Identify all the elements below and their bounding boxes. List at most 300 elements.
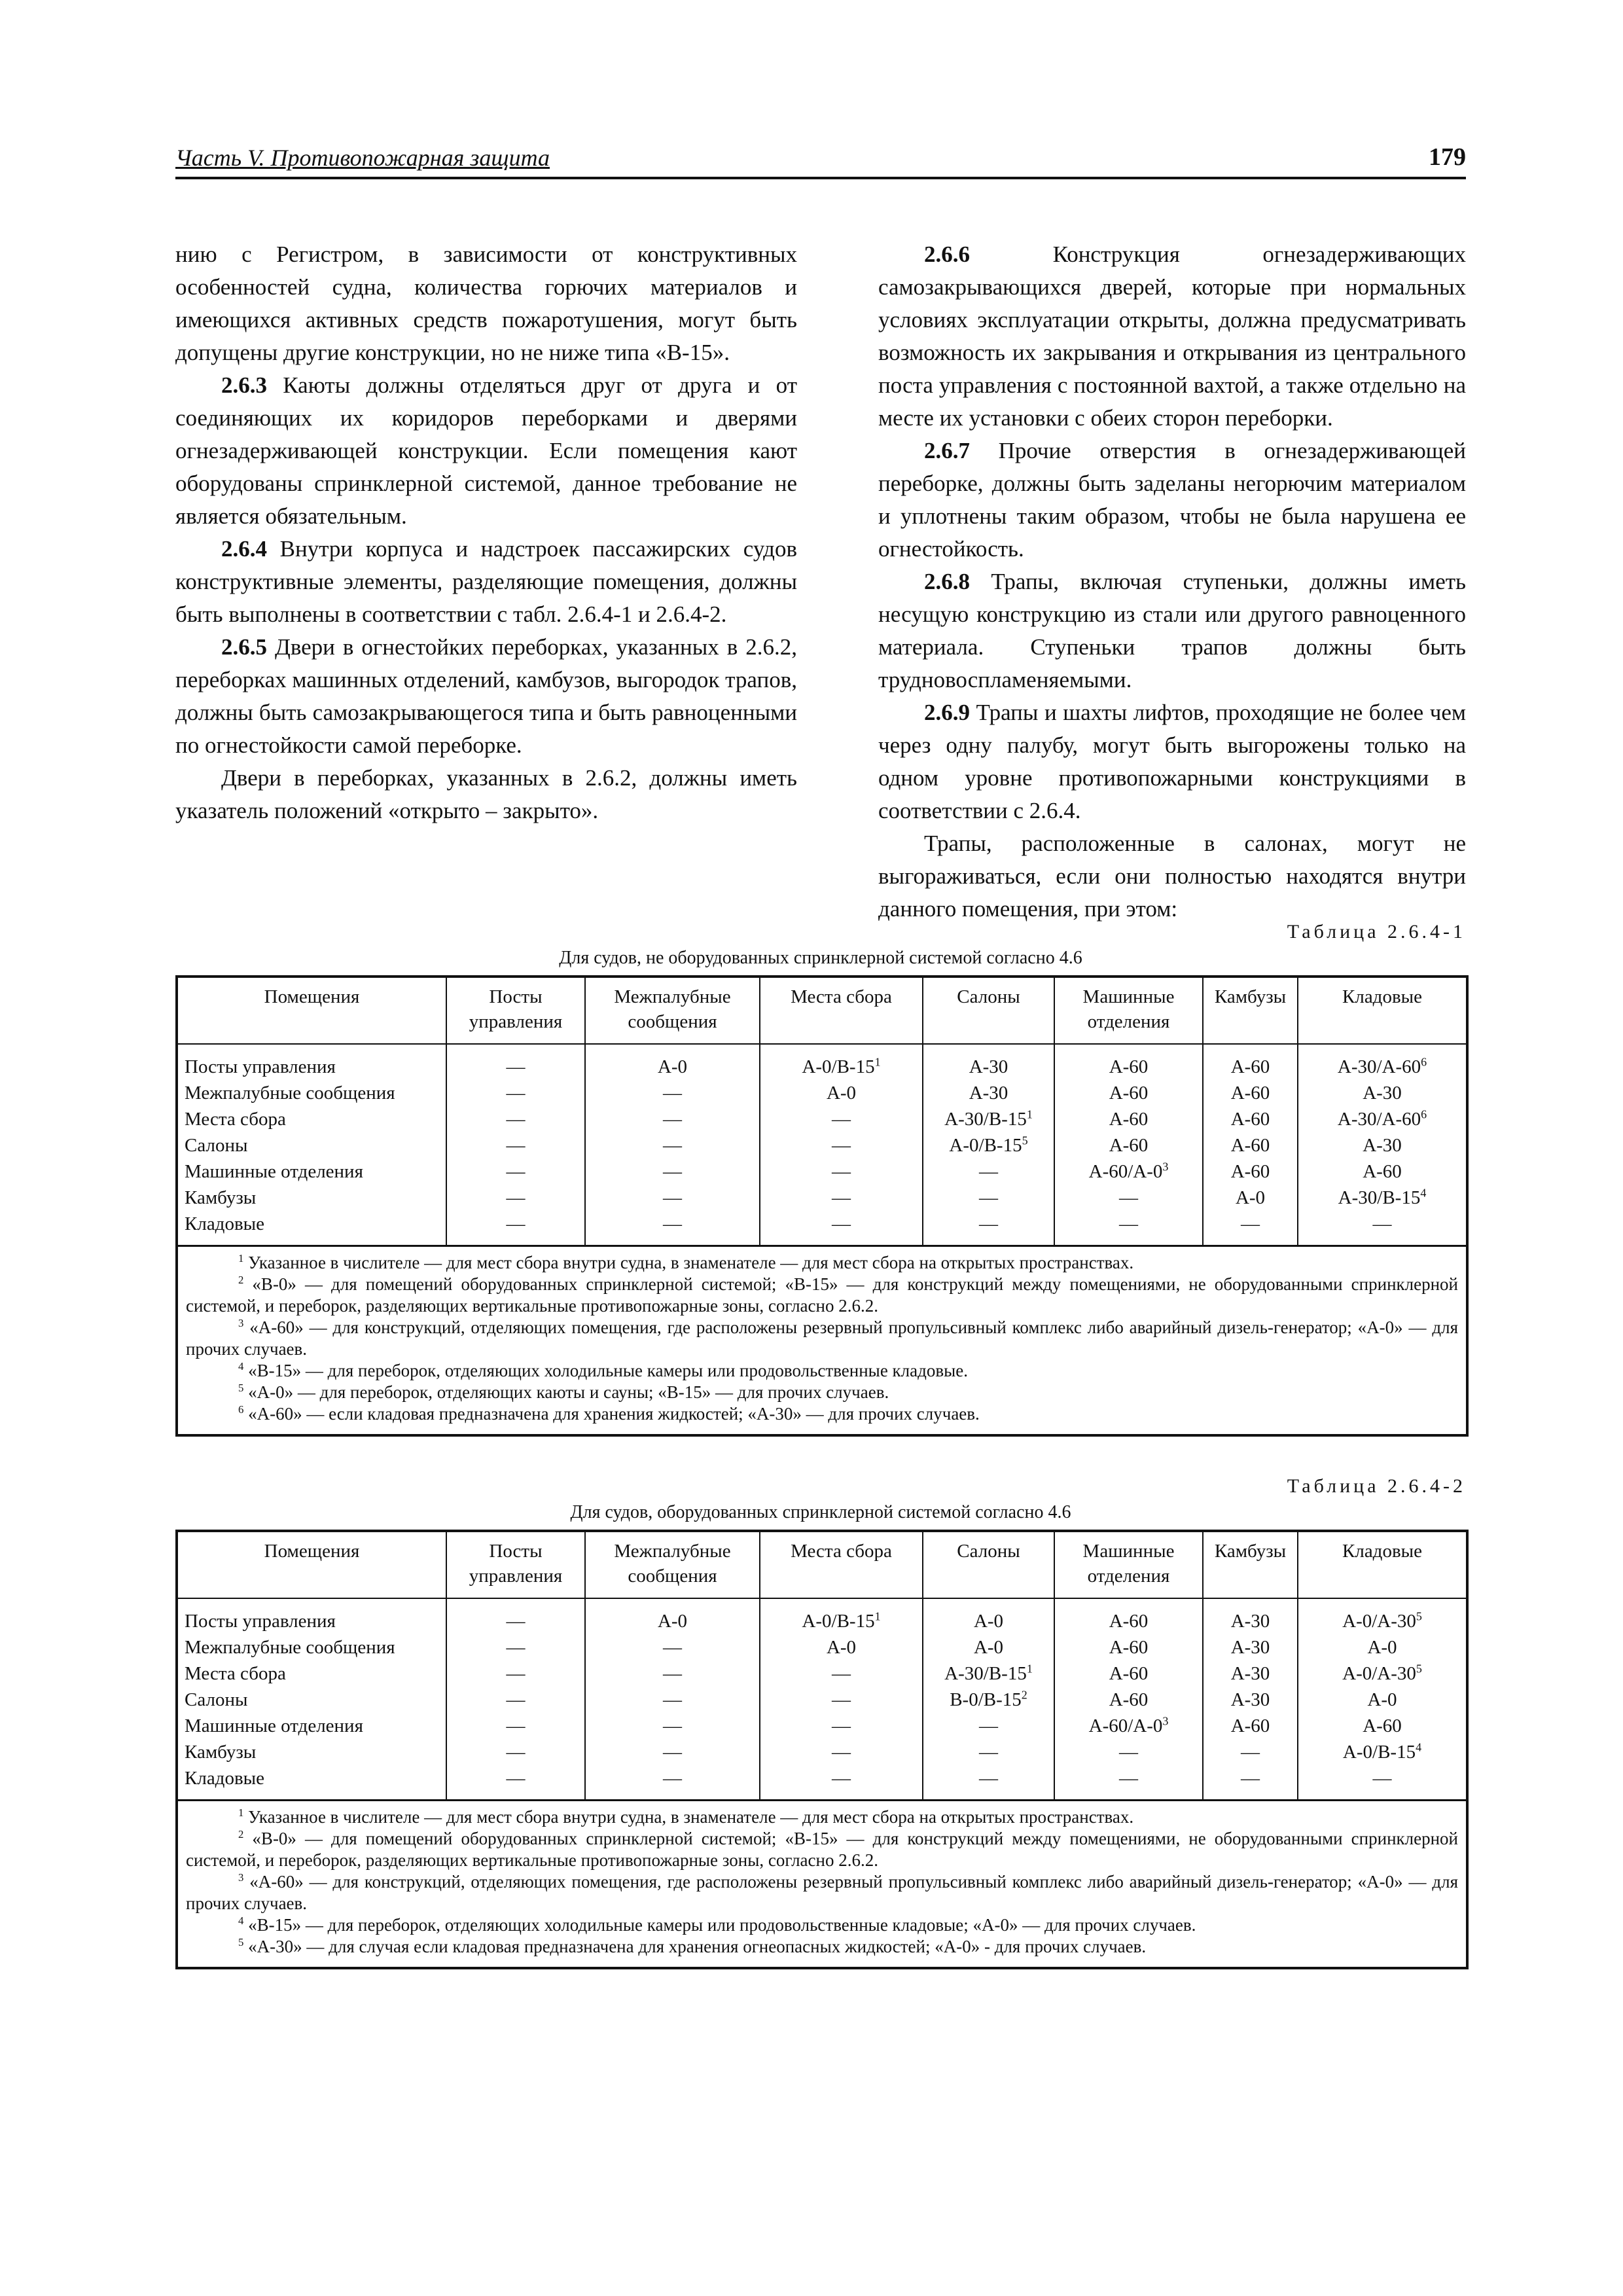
table-cell (1054, 1687, 1203, 1713)
paragraph (878, 238, 1466, 435)
cell-value: A-0 (826, 1083, 857, 1103)
table-cell (760, 1185, 923, 1211)
paragraph (878, 435, 1466, 565)
table-cell (760, 1660, 923, 1687)
table-cell (446, 1158, 585, 1185)
table-cell (1054, 1660, 1203, 1687)
table-cell (446, 1660, 585, 1687)
table-cell (1298, 1687, 1467, 1713)
table-cell (760, 1713, 923, 1739)
table-cell (1298, 1739, 1467, 1765)
column-header: Места сбора (760, 1531, 923, 1598)
table-cell (585, 1106, 760, 1132)
table-cell (585, 1598, 760, 1634)
table-cell (585, 1660, 760, 1687)
footnote-number: 2 (238, 1274, 244, 1286)
cell-value: — (832, 1663, 851, 1684)
footnote-number: 6 (238, 1403, 244, 1416)
cell-value: A-30/B-15 (944, 1663, 1027, 1684)
table-cell (1298, 1634, 1467, 1660)
cell-value: — (506, 1161, 526, 1182)
table-row (177, 1598, 1467, 1634)
table-cell (1054, 1106, 1203, 1132)
fire-table (175, 1530, 1469, 1969)
column-header: Камбузы (1203, 977, 1298, 1044)
table-row (177, 1739, 1467, 1765)
footnote-text: «B-15» — для переборок, отделяющих холодильные камеры или продовольственные кладовые; «A-0» — для прочих случаев. (243, 1915, 1196, 1935)
table-row (177, 1634, 1467, 1660)
footnote-text: «A-30» — для случая если кладовая предназначена для хранения огнеопасных жидкостей; «A-0» - для прочих случаев. (243, 1937, 1147, 1956)
cell-value: A-0 (1367, 1637, 1397, 1658)
cell-value: — (1119, 1187, 1138, 1208)
paragraph (878, 827, 1466, 925)
footnote-ref: 1 (1026, 1662, 1033, 1676)
column-header: Посты управления (446, 977, 585, 1044)
table-cell (1203, 1739, 1298, 1765)
paragraph-text: Двери в огнестойких переборках, указанных в 2.6.2, переборках машинных отделений, камбузов, выгородок трапов, должны быть самозакрывающегося типа и быть равноценными по огнестойкости самой переборке. (175, 634, 797, 758)
table-cell (1298, 1080, 1467, 1106)
cell-value: A-30/B-15 (944, 1109, 1027, 1130)
right-column (878, 238, 1466, 925)
table-row (177, 1185, 1467, 1211)
cell-value: — (832, 1187, 851, 1208)
cell-value: A-60 (1109, 1611, 1149, 1632)
cell-value: A-30 (1363, 1135, 1402, 1156)
cell-value: A-60 (1109, 1109, 1149, 1130)
row-header: Посты управления (177, 1598, 446, 1634)
cell-value: A-0 (657, 1056, 688, 1077)
cell-value: — (832, 1135, 851, 1156)
cell-value: — (506, 1135, 526, 1156)
table-cell (446, 1185, 585, 1211)
cell-value: A-60 (1230, 1056, 1270, 1077)
cell-value: — (663, 1742, 682, 1763)
notes-row (177, 1246, 1467, 1436)
table-cell (1203, 1211, 1298, 1246)
cell-value: — (663, 1213, 682, 1234)
cell-value: — (1119, 1213, 1138, 1234)
table-cell (585, 1044, 760, 1080)
table-cell (1203, 1106, 1298, 1132)
footnote-number: 4 (238, 1914, 244, 1927)
footnote (186, 1403, 1458, 1425)
table-cell (923, 1765, 1054, 1801)
table-cell (760, 1132, 923, 1158)
paragraph-text: Двери в переборках, указанных в 2.6.2, должны иметь указатель положений «открыто – закрыто». (175, 765, 797, 823)
table-cell (1298, 1158, 1467, 1185)
column-header: Места сбора (760, 977, 923, 1044)
table-cell (585, 1080, 760, 1106)
column-header: Межпалубные сообщения (585, 977, 760, 1044)
footnote-text: «B-0» — для помещений оборудованных спринклерной системой; «B-15» — для конструкций между помещениями, не оборудованными спринклерной системой, и переборок, разделяющих вертикальные противопожарные зоны, согласно 2.6.2. (186, 1829, 1458, 1870)
footnote-number: 4 (238, 1360, 244, 1372)
paragraph (175, 533, 797, 631)
table-cell (1054, 1211, 1203, 1246)
paragraph (175, 369, 797, 533)
table-caption: Для судов, оборудованных спринклерной системой согласно 4.6 (570, 1502, 1071, 1522)
table-cell (585, 1158, 760, 1185)
table-cell (585, 1765, 760, 1801)
table-cell (1054, 1044, 1203, 1080)
cell-value: A-30 (969, 1056, 1008, 1077)
clause-number: 2.6.5 (221, 634, 267, 660)
table-cell (446, 1598, 585, 1634)
cell-value: A-0/A-30 (1342, 1663, 1416, 1684)
cell-value: — (979, 1213, 998, 1234)
table-cell (1203, 1158, 1298, 1185)
cell-value: A-30/B-15 (1338, 1187, 1421, 1208)
footnote-ref: 5 (1416, 1662, 1422, 1676)
column-header: Машинные отделения (1054, 1531, 1203, 1598)
table-label: Таблица 2.6.4-2 (1287, 1475, 1466, 1497)
cell-value: A-30/A-60 (1337, 1109, 1421, 1130)
table-cell (760, 1598, 923, 1634)
table-cell (1054, 1739, 1203, 1765)
cell-value: A-60/A-0 (1088, 1715, 1163, 1736)
cell-value: A-30/A-60 (1337, 1056, 1421, 1077)
clause-number: 2.6.6 (924, 242, 970, 267)
footnote-number: 5 (238, 1936, 244, 1948)
table-cell (760, 1765, 923, 1801)
row-header: Места сбора (177, 1106, 446, 1132)
table-cell (1298, 1713, 1467, 1739)
cell-value: A-0 (657, 1611, 688, 1632)
table-cell (1298, 1132, 1467, 1158)
cell-value: — (663, 1161, 682, 1182)
cell-value: A-60 (1109, 1056, 1149, 1077)
cell-value: A-60 (1109, 1663, 1149, 1684)
cell-value: A-60 (1363, 1161, 1402, 1182)
table-cell (446, 1044, 585, 1080)
footnote (186, 1871, 1458, 1914)
footnote-ref: 6 (1421, 1107, 1427, 1121)
paragraph (175, 631, 797, 762)
table-cell (585, 1634, 760, 1660)
table-cell (1054, 1185, 1203, 1211)
footnote-number: 2 (238, 1828, 244, 1840)
cell-value: — (663, 1109, 682, 1130)
footnote-text: «B-15» — для переборок, отделяющих холодильные камеры или продовольственные кладовые. (243, 1361, 968, 1380)
cell-value: A-0/A-30 (1342, 1611, 1416, 1632)
cell-value: A-0/B-15 (802, 1611, 875, 1632)
footnote (186, 1317, 1458, 1360)
table-cell (446, 1634, 585, 1660)
table-cell (1203, 1185, 1298, 1211)
cell-value: B-0/B-15 (950, 1689, 1022, 1710)
cell-value: — (1372, 1213, 1392, 1234)
cell-value: — (832, 1715, 851, 1736)
footnote-ref: 4 (1420, 1186, 1427, 1200)
column-header: Машинные отделения (1054, 977, 1203, 1044)
column-header: Кладовые (1298, 1531, 1467, 1598)
table-row (177, 1158, 1467, 1185)
table-cell (760, 1080, 923, 1106)
footnote-number: 1 (238, 1806, 244, 1819)
column-header: Салоны (923, 1531, 1054, 1598)
paragraph-text: Трапы и шахты лифтов, проходящие не более чем через одну палубу, могут быть выгорожены только на одном уровне противопожарными конструкциями в соответствии с 2.6.4. (878, 700, 1466, 823)
cell-value: — (979, 1161, 998, 1182)
table-cell (1054, 1158, 1203, 1185)
cell-value: A-30 (1230, 1611, 1270, 1632)
column-header: Камбузы (1203, 1531, 1298, 1598)
table-2-6-4-1 (175, 919, 1466, 1437)
table-cell (760, 1739, 923, 1765)
column-header: Помещения (177, 1531, 446, 1598)
table-cell (1298, 1185, 1467, 1211)
table-cell (446, 1080, 585, 1106)
table-cell (1054, 1634, 1203, 1660)
table-cell (1203, 1634, 1298, 1660)
cell-value: A-60 (1109, 1637, 1149, 1658)
cell-value: — (663, 1663, 682, 1684)
cell-value: — (979, 1768, 998, 1789)
table-cell (1203, 1132, 1298, 1158)
paragraph-text: Конструкция огнезадерживающих самозакрывающихся дверей, которые при нормальных условиях эксплуатации открыты, должна предусматривать возможность их закрывания и открывания из центрального поста управления с постоянной вахтой, а также отдельно на месте их установки с обеих сторон переборки. (878, 242, 1466, 431)
paragraph (878, 696, 1466, 827)
footnote-number: 3 (238, 1871, 244, 1884)
table-cell (585, 1713, 760, 1739)
table-row (177, 1080, 1467, 1106)
table-cell (760, 1106, 923, 1132)
cell-value: — (506, 1768, 526, 1789)
cell-value: — (506, 1637, 526, 1658)
cell-value: — (979, 1187, 998, 1208)
row-header: Машинные отделения (177, 1713, 446, 1739)
table-cell (1054, 1765, 1203, 1801)
footnote-number: 1 (238, 1252, 244, 1265)
row-header: Салоны (177, 1687, 446, 1713)
left-column (175, 238, 797, 827)
cell-value: — (832, 1109, 851, 1130)
cell-value: A-30 (1363, 1083, 1402, 1103)
table-cell (760, 1634, 923, 1660)
cell-value: A-0 (1367, 1689, 1397, 1710)
paragraph-text: Прочие отверстия в огнезадерживающей переборке, должны быть заделаны негорючим материалом и уплотнены таким образом, чтобы не была нарушена ее огнестойкость. (878, 438, 1466, 562)
cell-value: — (1241, 1768, 1260, 1789)
notes-row (177, 1801, 1467, 1969)
cell-value: A-30 (1230, 1689, 1270, 1710)
footnote-ref: 5 (1022, 1134, 1028, 1147)
footnote-text: «B-0» — для помещений оборудованных спринклерной системой; «B-15» — для конструкций между помещениями, не оборудованными спринклерной системой, и переборок, разделяющих вертикальные противопожарные зоны, согласно 2.6.2. (186, 1274, 1458, 1316)
table-cell (923, 1185, 1054, 1211)
footnote-text: «A-60» — для конструкций, отделяющих помещения, где расположены резервный пропульсивный комплекс либо аварийный дизель-генератор; «A-0» — для прочих случаев. (186, 1318, 1458, 1359)
table-cell (585, 1739, 760, 1765)
table-cell (585, 1185, 760, 1211)
cell-value: A-0 (1235, 1187, 1266, 1208)
row-header: Кладовые (177, 1765, 446, 1801)
row-header: Кладовые (177, 1211, 446, 1246)
table-cell (1054, 1132, 1203, 1158)
cell-value: — (663, 1135, 682, 1156)
page-number: 179 (1429, 143, 1466, 171)
table-cell (446, 1765, 585, 1801)
footnote-ref: 1 (874, 1055, 881, 1069)
footnote-ref: 6 (1421, 1055, 1427, 1069)
table-cell (760, 1211, 923, 1246)
cell-value: — (663, 1187, 682, 1208)
column-header: Посты управления (446, 1531, 585, 1598)
cell-value: A-0/B-15 (949, 1135, 1022, 1156)
table-cell (1203, 1713, 1298, 1739)
table-cell (1298, 1044, 1467, 1080)
cell-value: A-60 (1230, 1715, 1270, 1736)
table-row (177, 1687, 1467, 1713)
table-cell (760, 1044, 923, 1080)
table-cell (585, 1687, 760, 1713)
section-title: Часть V. Противопожарная защита (175, 145, 550, 171)
cell-value: — (1119, 1742, 1138, 1763)
table-cell (446, 1106, 585, 1132)
footnote (186, 1936, 1458, 1958)
footnote-ref: 2 (1021, 1688, 1027, 1702)
cell-value: — (1241, 1742, 1260, 1763)
cell-value: — (506, 1663, 526, 1684)
cell-value: — (663, 1768, 682, 1789)
table-row (177, 1132, 1467, 1158)
cell-value: — (832, 1213, 851, 1234)
cell-value: — (979, 1715, 998, 1736)
table-cell (1203, 1660, 1298, 1687)
row-header: Посты управления (177, 1044, 446, 1080)
clause-number: 2.6.4 (221, 536, 267, 562)
cell-value: A-60 (1109, 1083, 1149, 1103)
cell-value: — (663, 1715, 682, 1736)
table-cell (1203, 1080, 1298, 1106)
cell-value: A-60 (1230, 1135, 1270, 1156)
running-header (175, 137, 1466, 179)
footnote-ref: 3 (1162, 1714, 1169, 1728)
table-row (177, 1765, 1467, 1801)
table-cell (1054, 1713, 1203, 1739)
table-cell (923, 1132, 1054, 1158)
table-cell (923, 1634, 1054, 1660)
cell-value: — (832, 1742, 851, 1763)
cell-value: A-60 (1363, 1715, 1402, 1736)
paragraph (878, 565, 1466, 696)
table-cell (923, 1713, 1054, 1739)
footnote-ref: 1 (874, 1609, 881, 1623)
clause-number: 2.6.8 (924, 569, 970, 594)
row-header: Салоны (177, 1132, 446, 1158)
footnote-text: Указанное в числителе — для мест сбора внутри судна, в знаменателе — для мест сбора на открытых пространствах. (243, 1807, 1134, 1827)
table-notes (177, 1801, 1467, 1969)
column-header: Межпалубные сообщения (585, 1531, 760, 1598)
table-cell (923, 1739, 1054, 1765)
table-row (177, 1106, 1467, 1132)
row-header: Камбузы (177, 1185, 446, 1211)
table-cell (1298, 1106, 1467, 1132)
cell-value: — (506, 1715, 526, 1736)
footnote (186, 1914, 1458, 1936)
paragraph-text: Трапы, расположенные в салонах, могут не выгораживаться, если они полностью находятся внутри данного помещения, при этом: (878, 831, 1466, 922)
table-row (177, 1660, 1467, 1687)
paragraph-text: Каюты должны отделяться друг от друга и от соединяющих их коридоров переборками и дверями огнезадерживающей конструкции. Если помещения кают оборудованы спринклерной системой, данное требование не является обязательным. (175, 372, 797, 529)
cell-value: — (506, 1611, 526, 1632)
cell-value: — (506, 1083, 526, 1103)
row-header: Межпалубные сообщения (177, 1080, 446, 1106)
table-cell (1203, 1598, 1298, 1634)
table-cell (446, 1132, 585, 1158)
cell-value: — (506, 1213, 526, 1234)
cell-value: — (1241, 1213, 1260, 1234)
table-cell (1203, 1044, 1298, 1080)
cell-value: — (506, 1742, 526, 1763)
clause-number: 2.6.9 (924, 700, 970, 725)
cell-value: — (663, 1689, 682, 1710)
cell-value: A-0 (973, 1611, 1004, 1632)
table-cell (1298, 1211, 1467, 1246)
table-cell (446, 1211, 585, 1246)
footnote (186, 1360, 1458, 1382)
cell-value: A-0 (973, 1637, 1004, 1658)
table-label: Таблица 2.6.4-1 (1287, 921, 1466, 942)
cell-value: — (1119, 1768, 1138, 1789)
cell-value: A-60 (1230, 1161, 1270, 1182)
paragraph (175, 238, 797, 369)
cell-value: A-60 (1230, 1109, 1270, 1130)
cell-value: — (832, 1768, 851, 1789)
fire-table (175, 975, 1469, 1437)
table-cell (1054, 1598, 1203, 1634)
footnote-ref: 5 (1416, 1609, 1422, 1623)
paragraph (175, 762, 797, 827)
footnote-number: 3 (238, 1317, 244, 1329)
cell-value: A-60/A-0 (1088, 1161, 1163, 1182)
table-cell (923, 1660, 1054, 1687)
cell-value: — (663, 1083, 682, 1103)
cell-value: A-60 (1109, 1689, 1149, 1710)
cell-value: A-0/B-15 (802, 1056, 875, 1077)
table-caption: Для судов, не оборудованных спринклерной системой согласно 4.6 (559, 948, 1082, 968)
table-cell (923, 1598, 1054, 1634)
table-cell (585, 1132, 760, 1158)
paragraph-text: Внутри корпуса и надстроек пассажирских судов конструктивные элементы, разделяющие помещения, должны быть выполнены в соответствии с табл. 2.6.4-1 и 2.6.4-2. (175, 536, 797, 627)
cell-value: — (1372, 1768, 1392, 1789)
cell-value: A-60 (1230, 1083, 1270, 1103)
table-cell (923, 1044, 1054, 1080)
table-row (177, 1211, 1467, 1246)
header-row (177, 1531, 1467, 1598)
footnote-text: «A-60» — для конструкций, отделяющих помещения, где расположены резервный пропульсивный комплекс либо аварийный дизель-генератор; «A-0» — для прочих случаев. (186, 1872, 1458, 1913)
table-cell (760, 1687, 923, 1713)
cell-value: — (832, 1689, 851, 1710)
row-header: Межпалубные сообщения (177, 1634, 446, 1660)
footnote-ref: 3 (1162, 1160, 1169, 1174)
table-cell (446, 1739, 585, 1765)
footnote (186, 1274, 1458, 1317)
row-header: Машинные отделения (177, 1158, 446, 1185)
table-cell (923, 1158, 1054, 1185)
cell-value: — (506, 1109, 526, 1130)
clause-number: 2.6.7 (924, 438, 970, 463)
cell-value: — (979, 1742, 998, 1763)
column-header: Кладовые (1298, 977, 1467, 1044)
paragraph-text: нию с Регистром, в зависимости от конструктивных особенностей судна, количества горючих материалов и имеющихся активных средств пожаротушения, могут быть допущены другие конструкции, но не ниже типа «В-15». (175, 242, 797, 365)
table-cell (923, 1106, 1054, 1132)
footnote-ref: 1 (1026, 1107, 1033, 1121)
cell-value: A-0 (826, 1637, 857, 1658)
footnote-text: «A-60» — если кладовая предназначена для хранения жидкостей; «A-30» — для прочих случаев. (243, 1404, 980, 1424)
body-text (175, 238, 1466, 922)
cell-value: A-30 (969, 1083, 1008, 1103)
footnote-ref: 4 (1416, 1740, 1422, 1754)
cell-value: — (506, 1689, 526, 1710)
table-cell (760, 1158, 923, 1185)
table-cell (446, 1687, 585, 1713)
table-cell (446, 1713, 585, 1739)
column-header: Салоны (923, 977, 1054, 1044)
cell-value: A-0/B-15 (1342, 1742, 1416, 1763)
